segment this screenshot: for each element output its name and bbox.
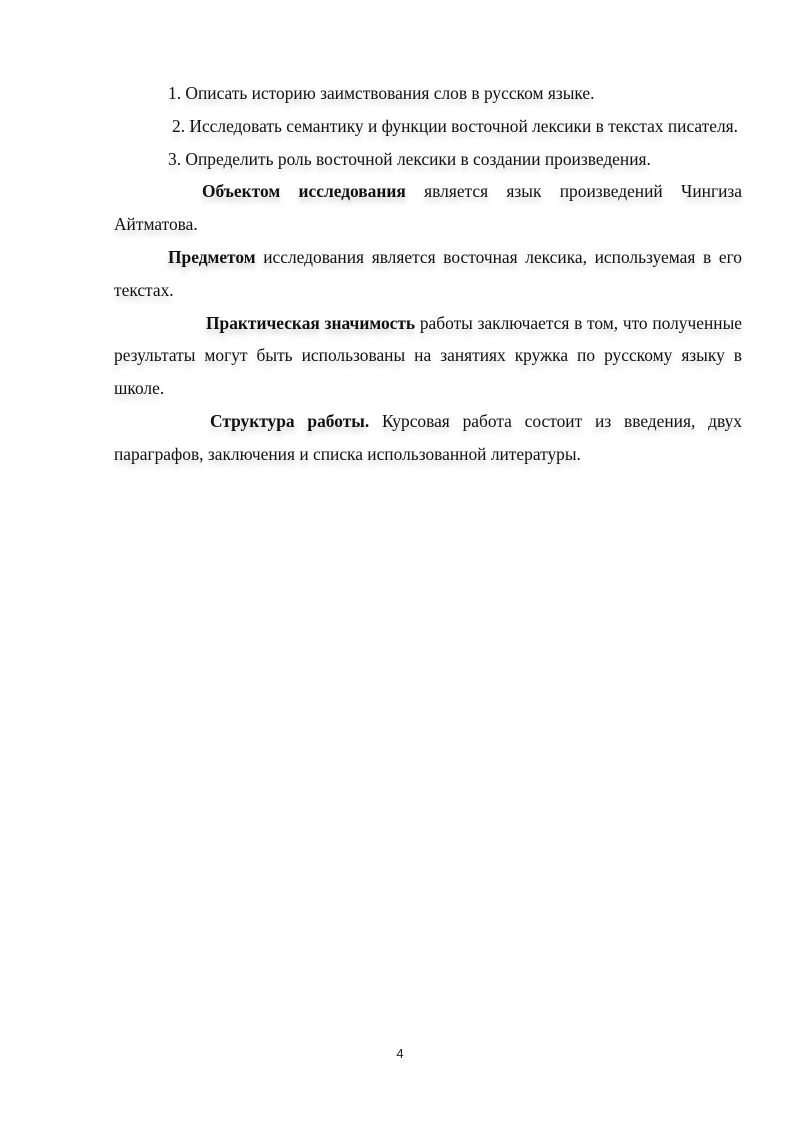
research-subject-label: Предметом: [168, 246, 256, 267]
body-text: [114, 77, 742, 471]
research-subject-paragraph: [114, 241, 742, 307]
task-item-2: 2. Исследовать семантику и функции восточной лексики в текстах писателя.: [172, 115, 738, 136]
work-structure-label: Структура работы.: [210, 410, 370, 431]
task-item-1: 1. Описать историю заимствования слов в русском языке.: [168, 83, 595, 103]
page-number: 4: [396, 1046, 404, 1061]
research-subject-text: исследования является восточная лексика, используемая в его текстах.: [114, 246, 742, 300]
research-object-paragraph: [114, 175, 742, 241]
practical-significance-text: работы заключается в том, что полученные результаты могут быть использованы на занятиях кружка по русскому языку в школе.: [114, 312, 742, 399]
practical-significance-label: Практическая значимость: [206, 312, 416, 333]
work-structure-text: Курсовая работа состоит из введения, двух параграфов, заключения и списка использованной литературы.: [114, 410, 742, 464]
research-object-label: Объектом исследования: [202, 181, 406, 202]
work-structure-paragraph: [114, 405, 742, 471]
task-item-3: 3. Определить роль восточной лексики в создании произведения.: [168, 148, 651, 169]
practical-significance-paragraph: [114, 307, 742, 405]
research-object-text: является язык произведений Чингиза Айтматова.: [114, 181, 742, 235]
